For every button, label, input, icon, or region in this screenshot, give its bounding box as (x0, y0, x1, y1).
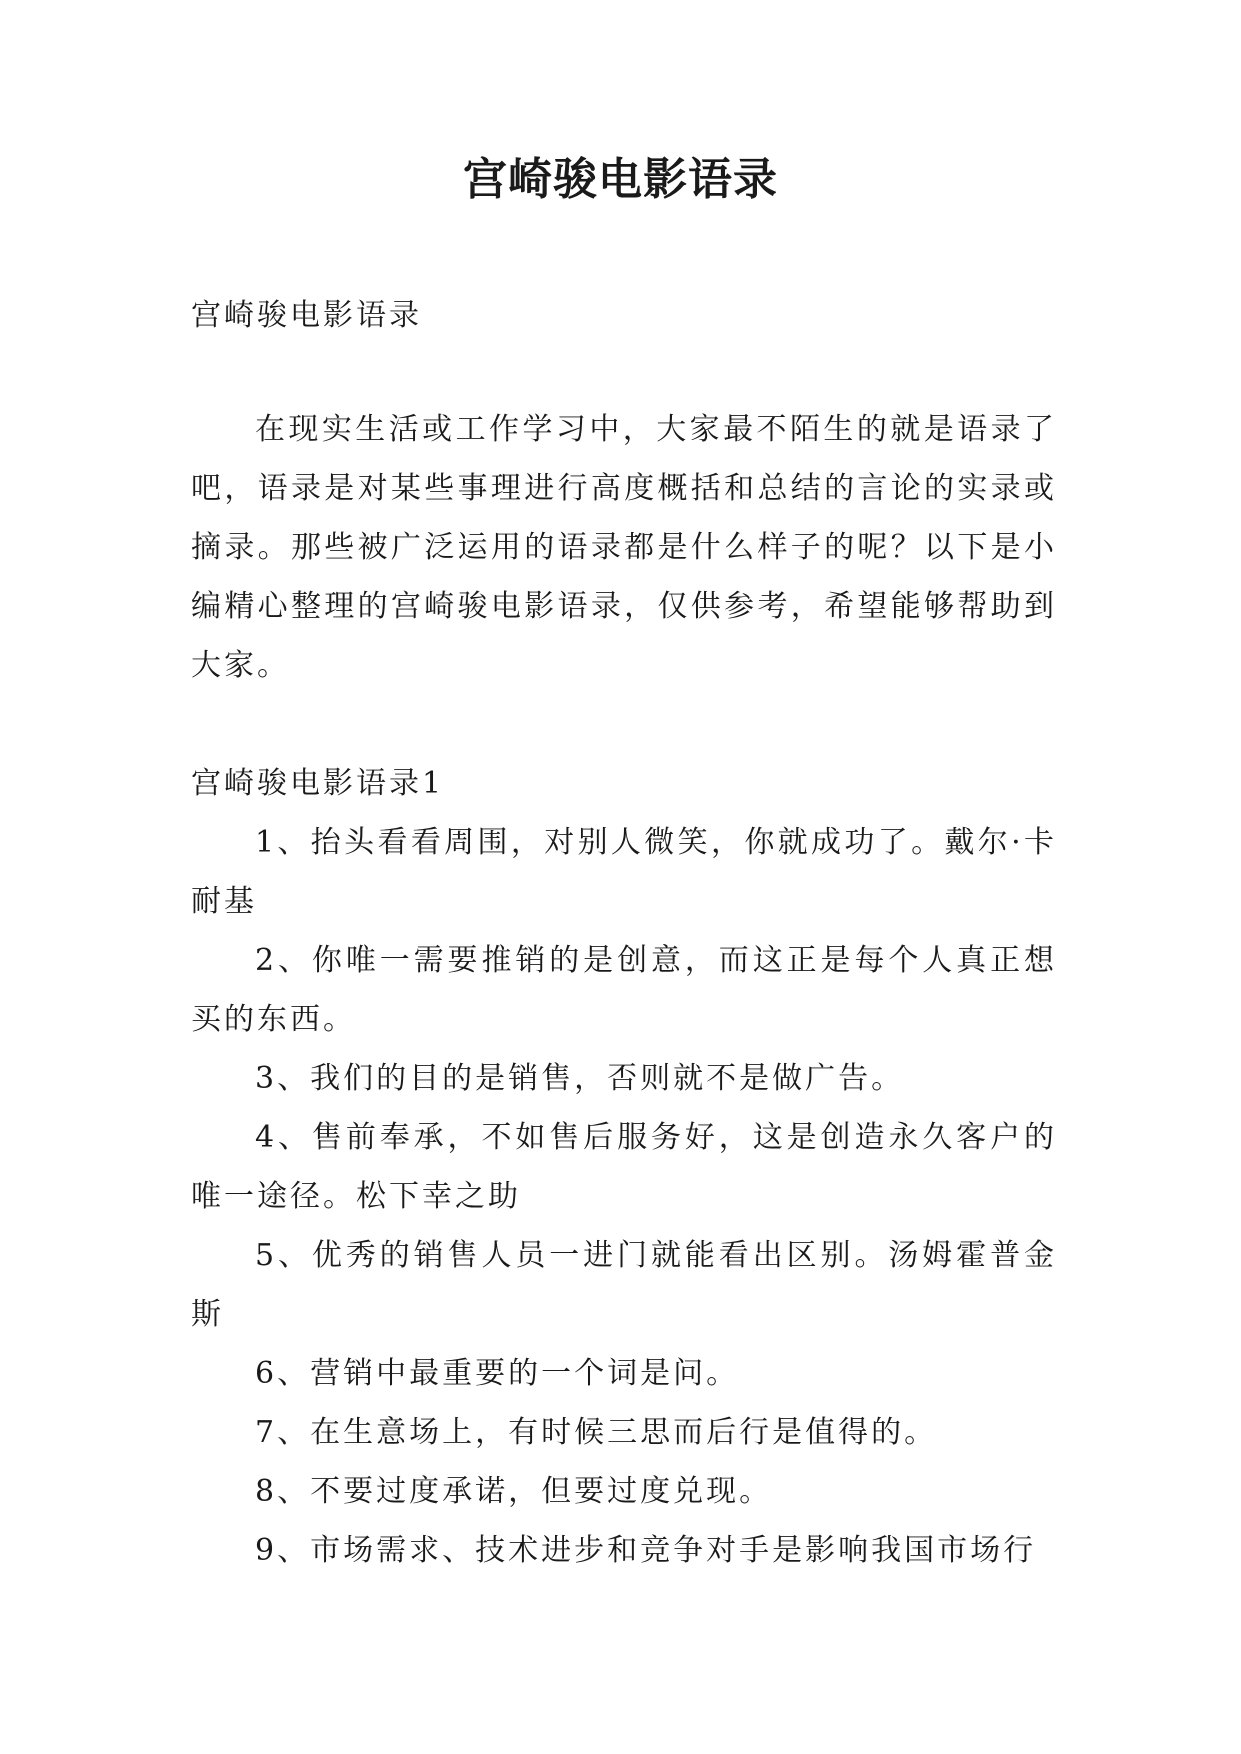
quote-item: 8、不要过度承诺，但要过度兑现。 (255, 1474, 773, 1509)
section-heading: 宫崎骏电影语录1 (191, 766, 445, 801)
quote-list (191, 813, 1057, 1580)
quote-item: 4、售前奉承，不如售后服务好，这是创造永久客户的唯一途径。松下幸之助 (191, 1120, 1057, 1214)
quote-item: 5、优秀的销售人员一进门就能看出区别。汤姆霍普金斯 (191, 1238, 1057, 1332)
quote-item: 7、在生意场上，有时候三思而后行是值得的。 (255, 1415, 938, 1450)
quote-item: 1、抬头看看周围，对别人微笑，你就成功了。戴尔·卡耐基 (191, 825, 1057, 919)
document-title: 宫崎骏电影语录 (463, 154, 778, 205)
quote-item: 6、营销中最重要的一个词是问。 (255, 1356, 740, 1391)
intro-paragraph: 在现实生活或工作学习中，大家最不陌生的就是语录了吧，语录是对某些事理进行高度概括和总结的言论的实录或摘录。那些被广泛运用的语录都是什么样子的呢？以下是小编精心整理的宫崎骏电影语录，仅供参考，希望能够帮助到大家。 (191, 412, 1057, 683)
document-subtitle: 宫崎骏电影语录 (191, 298, 422, 333)
quote-item: 9、市场需求、技术进步和竞争对手是影响我国市场行 (255, 1533, 1037, 1568)
quote-item: 2、你唯一需要推销的是创意，而这正是每个人真正想买的东西。 (191, 943, 1057, 1037)
quote-item: 3、我们的目的是销售，否则就不是做广告。 (255, 1061, 905, 1096)
